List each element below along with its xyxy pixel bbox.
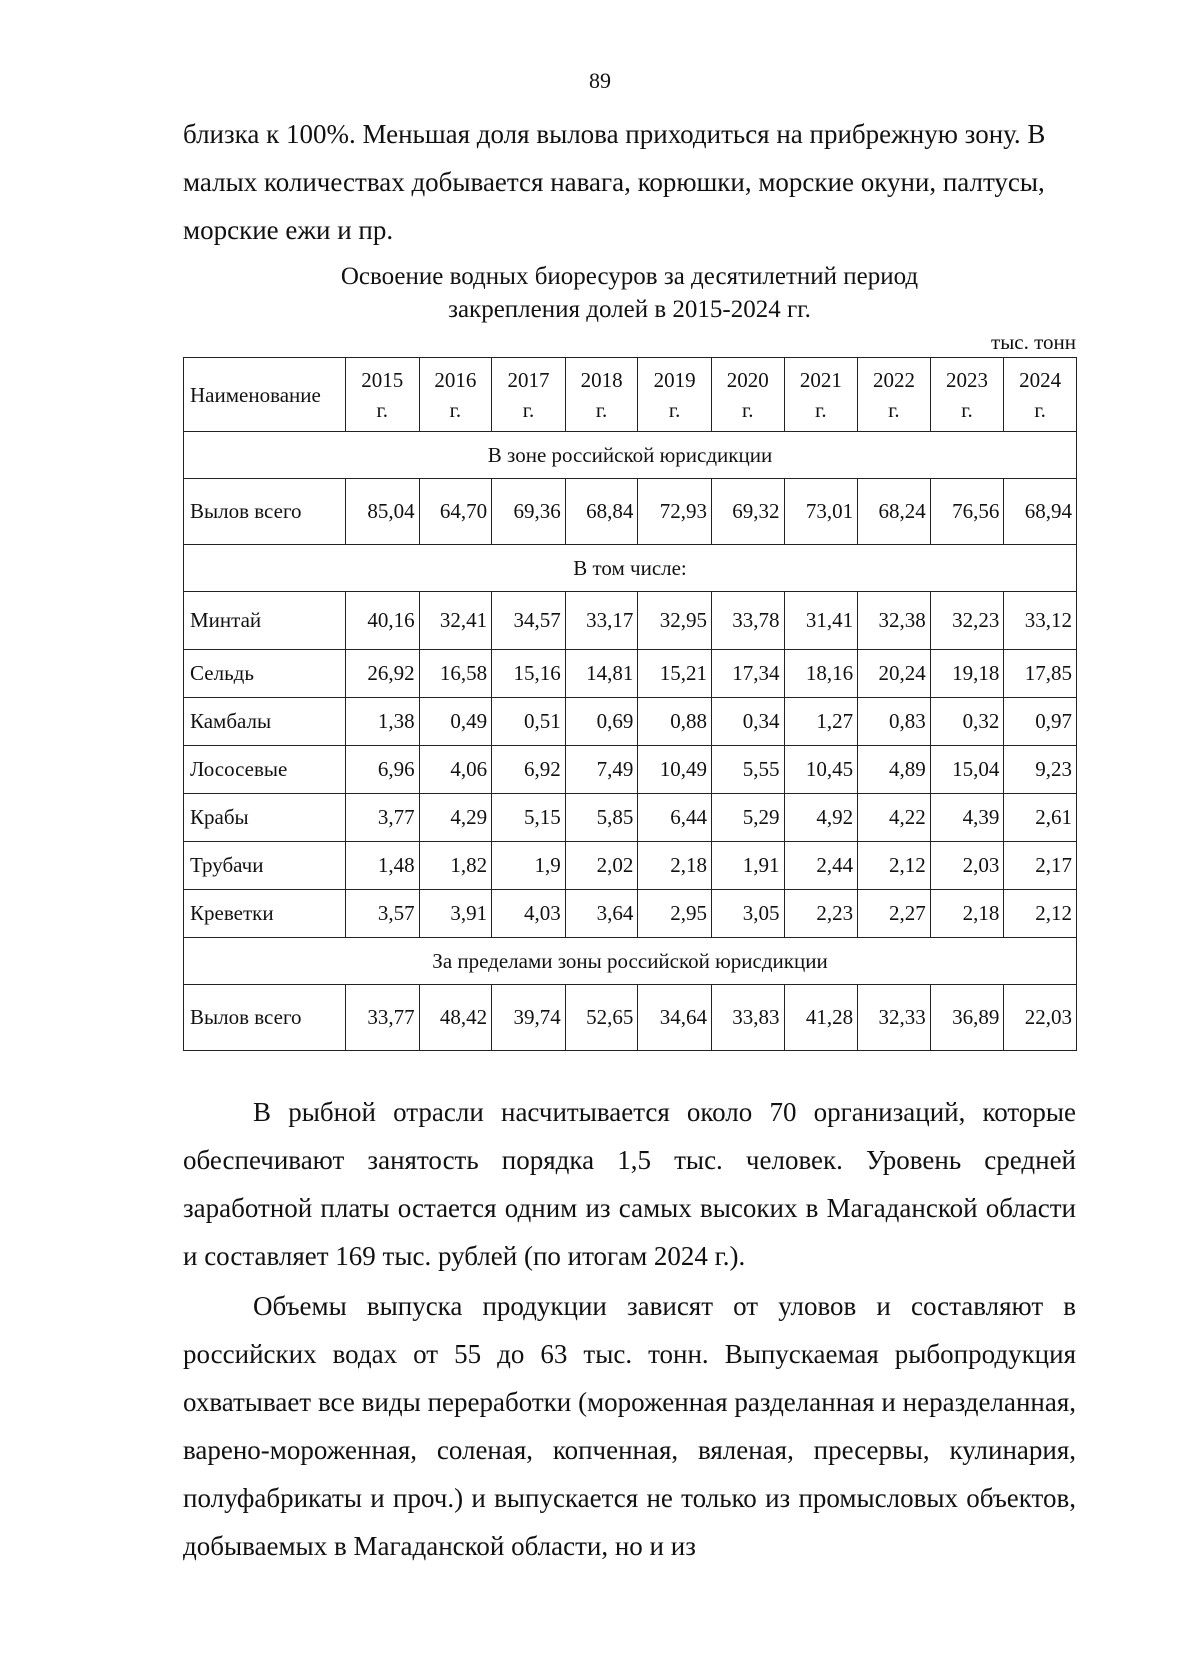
row-name: Вылов всего [184,985,346,1051]
table-cell: 4,92 [784,794,858,842]
table-cell: 3,64 [565,890,638,938]
table-cell: 18,16 [784,650,858,698]
row-name: Трубачи [184,842,346,890]
table-cell: 6,96 [345,746,419,794]
paragraph-organizations: В рыбной отрасли насчитывается около 70 организаций, которые обеспечивают занятость порядка 1,5 тыс. человек. Уровень средней заработной платы остается одним из самых высоких в Магаданской области и составляет 169 тыс. рублей (по итогам 2024 г.). [183,1097,1076,1271]
table-cell: 41,28 [784,985,858,1051]
table-cell: 0,32 [930,698,1004,746]
table-cell: 4,22 [858,794,931,842]
table-row [184,592,1077,650]
table-cell: 2,02 [565,842,638,890]
paragraph-intro: близка к 100%. Меньшая доля вылова приходиться на прибрежную зону. В малых количествах добывается навага, корюшки, морские окуни, палтусы, морские ежи и пр. [183,119,1046,245]
table-cell: 6,92 [492,746,566,794]
table-cell: 22,03 [1004,985,1077,1051]
table-cell: 3,77 [345,794,419,842]
table-cell: 1,9 [492,842,566,890]
table-cell: 1,38 [345,698,419,746]
table-cell: 14,81 [565,650,638,698]
table-cell: 52,65 [565,985,638,1051]
table-title [183,260,1076,326]
row-name: Креветки [184,890,346,938]
table-cell: 1,27 [784,698,858,746]
table-cell: 32,95 [638,592,712,650]
table-cell: 0,34 [711,698,784,746]
catch-table [183,357,1077,1051]
table-row [184,794,1077,842]
table-cell: 20,24 [858,650,931,698]
header-year-2020: 2020 г. [711,358,784,432]
table-cell: 15,04 [930,746,1004,794]
table-title-line-1: Освоение водных биоресуров за десятилетний период [340,263,919,290]
table-cell: 85,04 [345,479,419,545]
table-units: тыс. тонн [991,330,1076,354]
table-cell: 5,55 [711,746,784,794]
table-cell: 0,83 [858,698,931,746]
table-cell: 16,58 [419,650,492,698]
table-cell: 2,12 [1004,890,1077,938]
header-year-2023: 2023 г. [930,358,1004,432]
table-row [184,890,1077,938]
table-cell: 4,06 [419,746,492,794]
table-cell: 31,41 [784,592,858,650]
table-cell: 48,42 [419,985,492,1051]
row-total-outside [184,985,1077,1051]
page-number: 89 [589,68,611,93]
table-cell: 2,95 [638,890,712,938]
table-cell: 5,29 [711,794,784,842]
table-cell: 4,39 [930,794,1004,842]
row-name: Крабы [184,794,346,842]
table-cell: 76,56 [930,479,1004,545]
table-cell: 40,16 [345,592,419,650]
section-russian-zone-label: В зоне российской юрисдикции [184,432,1077,479]
paragraph-production: Объемы выпуска продукции зависят от уловов и составляют в российских водах от 55 до 63 тыс. тонн. Выпускаемая рыбопродукция охватывает все виды переработки (мороженная разделанная и неразделанная, варено-мороженная, соленая, копченная, вяленая, пресервы, кулинария, полуфабрикаты и проч.) и выпускается не только из промысловых объектов, добываемых в Магаданской области, но и из [183,1291,1076,1561]
section-outside-zone-label: За пределами зоны российской юрисдикции [184,938,1077,985]
row-name: Камбалы [184,698,346,746]
table-cell: 0,88 [638,698,712,746]
table-cell: 17,34 [711,650,784,698]
table-cell: 64,70 [419,479,492,545]
table-cell: 3,91 [419,890,492,938]
table-row [184,650,1077,698]
table-cell: 2,17 [1004,842,1077,890]
table-cell: 0,69 [565,698,638,746]
table-cell: 2,18 [930,890,1004,938]
table-cell: 68,94 [1004,479,1077,545]
table-cell: 33,83 [711,985,784,1051]
table-cell: 9,23 [1004,746,1077,794]
table-cell: 1,48 [345,842,419,890]
table-cell: 2,18 [638,842,712,890]
header-year-2018: 2018 г. [565,358,638,432]
table-cell: 17,85 [1004,650,1077,698]
table-cell: 4,89 [858,746,931,794]
table-cell: 4,03 [492,890,566,938]
table-cell: 0,97 [1004,698,1077,746]
table-cell: 73,01 [784,479,858,545]
table-cell: 5,15 [492,794,566,842]
table-cell: 0,51 [492,698,566,746]
row-total-russian [184,479,1077,545]
table-cell: 33,17 [565,592,638,650]
header-year-2022: 2022 г. [858,358,931,432]
table-cell: 36,89 [930,985,1004,1051]
table-cell: 2,12 [858,842,931,890]
table-cell: 69,32 [711,479,784,545]
table-cell: 32,23 [930,592,1004,650]
table-cell: 15,16 [492,650,566,698]
table-cell: 34,64 [638,985,712,1051]
table-cell: 3,57 [345,890,419,938]
header-year-2015: 2015 г. [345,358,419,432]
table-cell: 39,74 [492,985,566,1051]
table-cell: 1,82 [419,842,492,890]
table-cell: 33,78 [711,592,784,650]
table-title-line-2: закрепления долей в 2015-2024 гг. [448,296,811,323]
header-year-2017: 2017 г. [492,358,566,432]
row-name: Минтай [184,592,346,650]
header-year-2024: 2024 г. [1004,358,1077,432]
table-cell: 2,23 [784,890,858,938]
table-cell: 68,24 [858,479,931,545]
section-including [184,545,1077,592]
table-cell: 2,44 [784,842,858,890]
row-name: Сельдь [184,650,346,698]
header-year-2016: 2016 г. [419,358,492,432]
section-including-label: В том числе: [184,545,1077,592]
table-cell: 26,92 [345,650,419,698]
table-cell: 32,41 [419,592,492,650]
table-cell: 0,49 [419,698,492,746]
table-cell: 32,33 [858,985,931,1051]
table-cell: 2,61 [1004,794,1077,842]
header-name: Наименование [184,358,346,432]
table-cell: 3,05 [711,890,784,938]
table-cell: 68,84 [565,479,638,545]
table-row [184,842,1077,890]
table-header-row [184,358,1077,432]
table-cell: 6,44 [638,794,712,842]
table-cell: 33,12 [1004,592,1077,650]
table-cell: 15,21 [638,650,712,698]
table-cell: 2,27 [858,890,931,938]
table-cell: 69,36 [492,479,566,545]
row-name: Лососевые [184,746,346,794]
header-year-2019: 2019 г. [638,358,712,432]
table-cell: 33,77 [345,985,419,1051]
table-cell: 1,91 [711,842,784,890]
table-cell: 19,18 [930,650,1004,698]
section-outside-zone [184,938,1077,985]
row-name: Вылов всего [184,479,346,545]
table-cell: 2,03 [930,842,1004,890]
table-cell: 32,38 [858,592,931,650]
table-cell: 10,45 [784,746,858,794]
table-cell: 7,49 [565,746,638,794]
table-cell: 34,57 [492,592,566,650]
table-row [184,746,1077,794]
header-year-2021: 2021 г. [784,358,858,432]
table-cell: 5,85 [565,794,638,842]
section-russian-zone [184,432,1077,479]
table-cell: 72,93 [638,479,712,545]
table-cell: 4,29 [419,794,492,842]
table-cell: 10,49 [638,746,712,794]
table-row [184,698,1077,746]
